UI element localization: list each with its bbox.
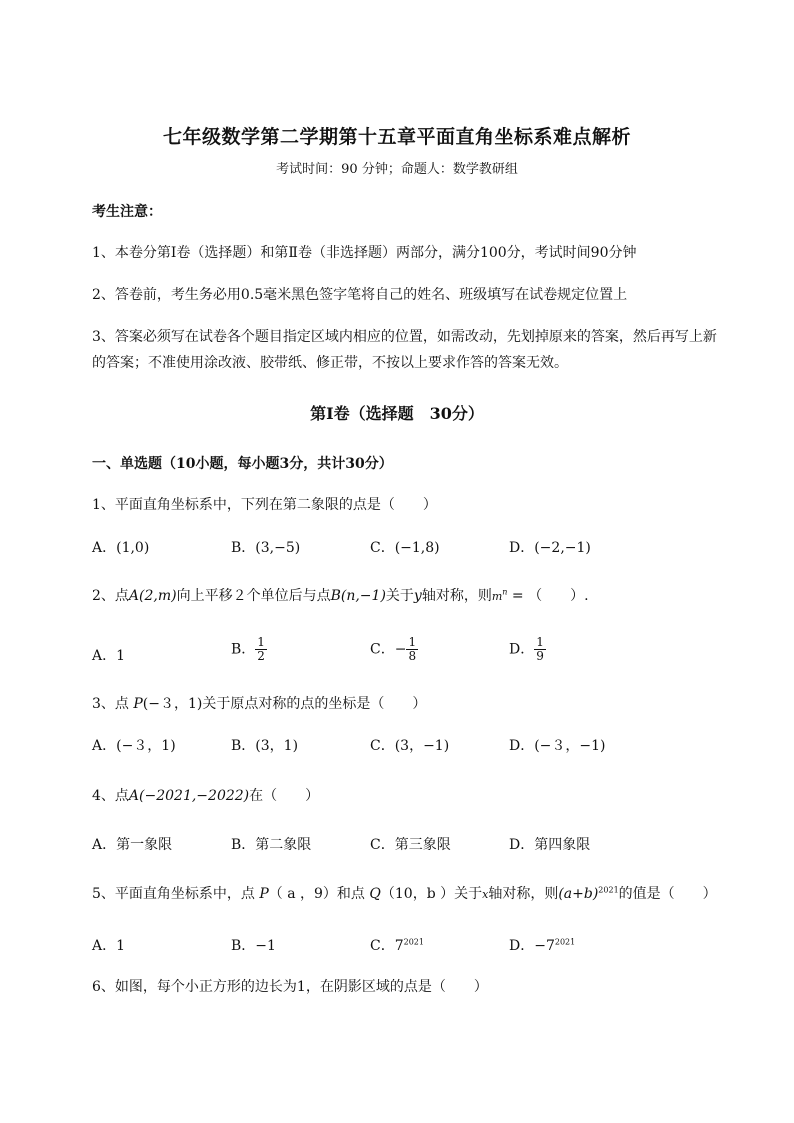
- question-4-stem: [92, 785, 319, 805]
- question-4-text-a: 4、点: [92, 788, 129, 804]
- question-2-point-a: A(2,m): [128, 588, 177, 604]
- question-2-text-e: = （ ）.: [507, 588, 589, 604]
- question-1-option-b: B．(3,−5): [231, 540, 301, 556]
- question-2-expr-exp: n: [502, 587, 508, 597]
- fraction-denominator: 8: [408, 649, 417, 663]
- question-5-exponent: 2021: [598, 885, 619, 895]
- notice-line-4: 的答案；不准使用涂改液、胶带纸、修正带，不按以上要求作答的答案无效。: [92, 355, 568, 371]
- question-3-text-a: 3、点: [92, 696, 134, 712]
- question-4-option-b: B．第二象限: [231, 837, 312, 853]
- question-2-point-b: B(n,−1): [330, 588, 386, 604]
- question-5-option-d: [509, 935, 575, 955]
- notice-line-3: 3、答案必须写在试卷各个题目指定区域内相应的位置，如需改动，先划掉原来的答案，然后再写上新: [92, 329, 717, 345]
- question-2-text-d: 轴对称，则: [421, 588, 492, 604]
- question-5-text-c: （10，b ）关于: [380, 886, 483, 902]
- question-2-option-d: [509, 636, 546, 663]
- question-5-point-q: Q: [369, 886, 381, 902]
- question-2-option-c: [370, 636, 418, 663]
- exam-info: 考试时间：90 分钟；命题人：数学教研组: [276, 162, 518, 177]
- question-1-option-c: C．(−1,8): [370, 540, 440, 556]
- question-2-axis: y: [413, 588, 422, 604]
- question-6-stem: 6、如图，每个小正方形的边长为1，在阴影区域的点是（ ）: [92, 979, 488, 995]
- question-5-option-a: A．1: [92, 938, 126, 954]
- question-5-expression: (a+b): [558, 886, 599, 902]
- question-1-option-a: A．(1,0): [92, 540, 150, 556]
- part-title: 一、单选题（10小题，每小题3分，共计30分）: [92, 456, 393, 472]
- question-2-text-c: 关于: [385, 588, 414, 604]
- question-2-option-b: [231, 636, 267, 663]
- question-5-option-c-base: C．7: [370, 938, 404, 954]
- question-5-option-d-base: D．−7: [509, 938, 555, 954]
- question-4-point: A(−2021,−2022): [128, 788, 250, 804]
- question-2-option-c-label: C．−: [370, 641, 407, 658]
- fraction-numerator: 1: [536, 635, 544, 649]
- question-2-option-d-label: D．: [509, 641, 535, 658]
- fraction-numerator: 1: [257, 635, 265, 649]
- question-1-option-d: D．(−2,−1): [509, 540, 591, 556]
- question-2-text-a: 2、点: [92, 588, 129, 604]
- question-5-text-b: （ a ，9）和点: [268, 886, 370, 902]
- question-5-option-c: [370, 935, 424, 955]
- fraction-denominator: 2: [257, 649, 265, 663]
- question-5-point-p: P: [259, 886, 269, 902]
- question-5-stem: [92, 883, 717, 903]
- question-2-expr-base: m: [491, 590, 503, 603]
- fraction-numerator: 1: [408, 635, 417, 649]
- document-title: 七年级数学第二学期第十五章平面直角坐标系难点解析: [162, 126, 631, 148]
- question-5-text-e: 的值是（ ）: [618, 886, 717, 902]
- question-3-option-c: C．(3，−1): [370, 738, 450, 754]
- question-3-text-b: (−３，1)关于原点对称的点的坐标是（ ）: [142, 696, 427, 712]
- section-title: 第Ⅰ卷（选择题 30分）: [310, 404, 484, 423]
- question-3-option-a: A．(−３，1): [92, 738, 176, 754]
- question-4-option-c: C．第三象限: [370, 837, 451, 853]
- question-2-option-a: A．1: [92, 648, 126, 664]
- question-2-option-c-fraction: [406, 636, 418, 663]
- notice-heading: 考生注意：: [92, 204, 162, 220]
- fraction-denominator: 9: [536, 649, 544, 663]
- question-2-option-b-label: B．: [231, 641, 256, 658]
- notice-line-1: 1、本卷分第Ⅰ卷（选择题）和第Ⅱ卷（非选择题）两部分，满分100分，考试时间90分钟: [92, 245, 637, 261]
- question-4-option-d: D．第四象限: [509, 837, 591, 853]
- question-5-option-d-exponent: 2021: [554, 937, 576, 947]
- question-2-option-d-fraction: [534, 636, 546, 663]
- notice-line-2: 2、答卷前，考生务必用0.5毫米黑色签字笔将自己的姓名、班级填写在试卷规定位置上: [92, 287, 628, 303]
- question-2-text-b: 向上平移２个单位后与点: [176, 588, 331, 604]
- question-3-option-b: B．(3，1): [231, 738, 299, 754]
- question-3-stem: [92, 693, 426, 713]
- question-5-option-c-exponent: 2021: [403, 937, 424, 947]
- question-5-option-b: B．−1: [231, 938, 276, 954]
- question-5-axis: x: [482, 888, 489, 901]
- question-3-option-d: D．(−３，−1): [509, 738, 606, 754]
- question-2-option-b-fraction: [255, 636, 267, 663]
- question-4-text-b: 在（ ）: [249, 788, 320, 804]
- question-2-stem: [92, 585, 589, 605]
- question-5-text-a: 5、平面直角坐标系中，点: [92, 886, 260, 902]
- question-4-option-a: A．第一象限: [92, 837, 173, 853]
- question-5-text-d: 轴对称，则: [488, 886, 559, 902]
- question-1-stem: 1、平面直角坐标系中，下列在第二象限的点是（ ）: [92, 497, 437, 513]
- question-3-point: P: [133, 696, 143, 712]
